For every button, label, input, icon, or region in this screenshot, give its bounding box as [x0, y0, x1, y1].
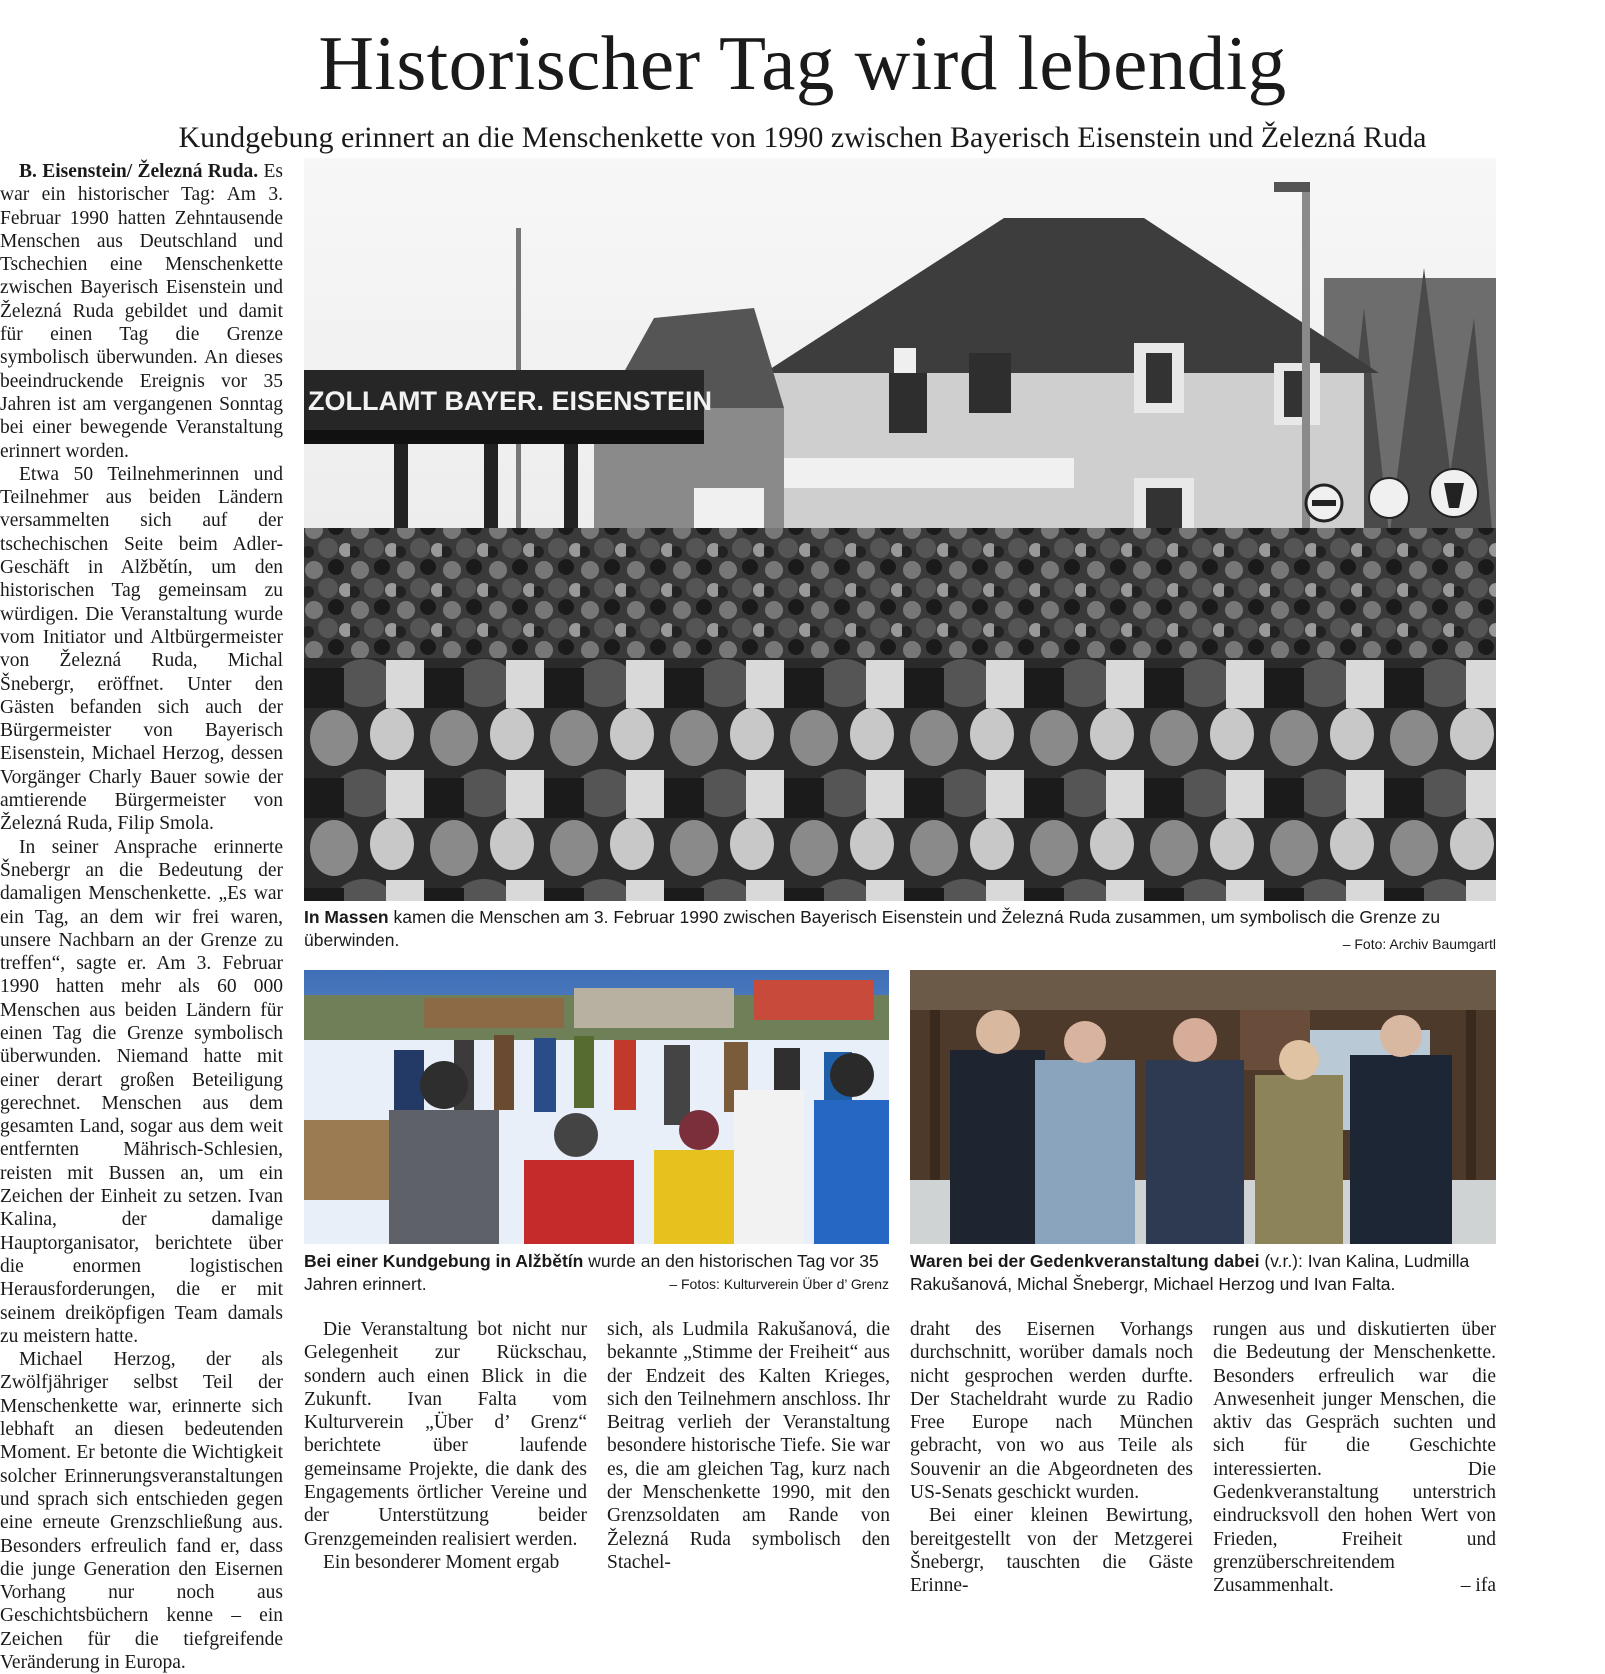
article-column-4 [910, 1318, 1193, 1598]
right-photo-caption [910, 1250, 1496, 1296]
paragraph-text: Es war ein historischer Tag: Am 3. Februar 1990 hatten Zehntausende Menschen aus Deutschland und Tschechien eine Menschenkette zwischen Bayerisch Eisenstein und Železná Ruda gebildet und damit für einen Tag die Grenze symbolisch überwunden. An dieses beeindruckende Ereignis vor 35 Jahren ist am vergangenen Sonntag bei einer bewegende Veranstaltung erinnert worden. [0, 161, 283, 462]
article-paragraph: Etwa 50 Teilnehmerinnen und Teilnehmer aus beiden Ländern versammelten sich auf der tschechischen Seite beim Adler-Geschäft in Alžbětín, um den historischen Tag gemeinsam zu würdigen. Die Veranstaltung wurde vom Initiator und Altbürgermeister von Železná Ruda, Michal Šnebergr, eröffnet. Unter den Gästen befanden sich auch der Bürgermeister von Bayerisch Eisenstein, Michael Herzog, dessen Vorgänger Charly Bauer sowie der amtierende Bürgermeister von Železná Ruda, Filip Smola. [0, 463, 283, 835]
article-paragraph [0, 160, 283, 463]
photo-kundgebung-alzbetin [304, 970, 889, 1244]
caption-lead: In Massen [304, 907, 389, 927]
article-column-1 [0, 160, 283, 1674]
article-column-2 [304, 1318, 587, 1574]
caption-lead: Bei einer Kundgebung in Alžbětín [304, 1251, 584, 1271]
right-photo-svg [910, 970, 1496, 1244]
main-photo-crowd-1990 [304, 158, 1496, 901]
caption-text: (v.r.): Ivan Kalina, Ludmilla Rakušanová, Michal Šnebergr, Michael Herzog und Ivan Falta. [910, 1251, 1470, 1294]
article-paragraph: Ein besonderer Moment ergab [323, 1551, 560, 1573]
article-column-5 [1213, 1318, 1496, 1598]
subheadline: Kundgebung erinnert an die Menschenkette von 1990 zwischen Bayerisch Eisenstein und Železná Ruda [178, 121, 1427, 154]
caption-text: kamen die Menschen am 3. Februar 1990 zwischen Bayerisch Eisenstein und Železná Ruda zusammen, um symbolisch die Grenze zu überwinden. [304, 907, 1441, 950]
author-signature: – ifa [1460, 1575, 1496, 1597]
caption-lead: Waren bei der Gedenkveranstaltung dabei [910, 1251, 1260, 1271]
article-paragraph [1213, 1318, 1496, 1598]
caption-text: wurde an den historischen Tag vor 35 Jahren erinnert. [304, 1251, 879, 1294]
paragraph-text: rungen aus und diskutierten über die Bedeutung der Menschenkette. Besonders erfreulich war die Anwesenheit junger Menschen, die aktiv das Gespräch suchten und sich für die Geschichte interessierten. Die Gedenkveranstaltung unterstrich eindrucksvoll den hohen Wert von Frieden, Freiheit und grenzüberschreitendem Zusammenhalt. [1213, 1319, 1496, 1597]
article-paragraph: In seiner Ansprache erinnerte Šnebergr an die Bedeutung der damaligen Menschenkette. „Es war ein Tag, an dem wir frei waren, unsere Nachbarn an der Grenze zu treffen“, sagte er. Am 3. Februar 1990 hatten mehr als 60 000 Menschen aus beiden Ländern für einen Tag die Grenze symbolisch überwunden. Niemand hatte mit einer derart großen Beteiligung gerechnet. Menschen aus dem gesamten Land, sogar aus dem weit entfernten Mährisch-Schlesien, reisten mit Bussen an, um ein Zeichen der Einheit zu setzen. Ivan Kalina, der damalige Hauptorganisator, berichtete über die enormen logistischen Herausforderungen, die er mit seinem dreiköpfigen Team damals zu meistern hatte. [0, 836, 283, 1347]
headline: Historischer Tag wird lebendig [318, 20, 1287, 106]
dateline: B. Eisenstein/ Železná Ruda. [19, 161, 259, 182]
left-photo-svg [304, 970, 889, 1244]
article-column-3 [607, 1318, 890, 1574]
zollamt-sign-text: ZOLLAMT BAYER. EISENSTEIN [308, 386, 713, 416]
photo-gedenkveranstaltung-group [910, 970, 1496, 1244]
article-paragraph: Die Veranstaltung bot nicht nur Gelegenheit zur Rückschau, sondern auch einen Blick in die Zukunft. Ivan Falta vom Kulturverein „Über d’ Grenz“ berichtete über laufende gemeinsame Projekte, die dank des Engagements örtlicher Vereine und der Unterstützung beider Grenzgemeinden realisiert werden. [304, 1319, 587, 1550]
article-paragraph: Michael Herzog, der als Zwölfjähriger selbst Teil der Menschenkette war, erinnerte sich lebhaft an diesen bedeutenden Moment. Er betonte die Wichtigkeit solcher Erinnerungsveranstaltungen und sprach sich entschieden gegen eine erneute Grenzschließung aus. Besonders erfreulich fand er, dass die junge Generation den Eisernen Vorhang nur noch aus Geschichtsbüchern kenne – ein Zeichen für die tiefgreifende Veränderung in Europa. [0, 1349, 283, 1673]
left-photo-credit: – Fotos: Kulturverein Über d’ Grenz [669, 1276, 889, 1292]
article-paragraph: Bei einer kleinen Bewirtung, bereitgestellt von der Metzgerei Šnebergr, tauschten die Gäste Erinne- [910, 1505, 1193, 1597]
article-paragraph: draht des Eisernen Vorhangs durchschnitt, worüber damals noch nicht gesprochen werden durfte. Der Stacheldraht wurde zu Radio Free Europe nach München gebracht, von wo aus Teile als Souvenir an die Abgeordneten des US-Senats geschickt wurden. [910, 1319, 1193, 1504]
article-paragraph: sich, als Ludmila Rakušanová, die bekannte „Stimme der Freiheit“ aus der Endzeit des Kalten Krieges, sich den Teilnehmern anschloss. Ihr Beitrag verlieh der Veranstaltung besondere historische Tiefe. Sie war es, die am gleichen Tag, kurz nach der Menschenkette 1990, mit den Grenzsoldaten am Rande von Železná Ruda symbolisch den Stachel- [607, 1319, 890, 1573]
main-photo-credit: – Foto: Archiv Baumgartl [1342, 936, 1496, 952]
main-photo-svg [304, 158, 1496, 901]
